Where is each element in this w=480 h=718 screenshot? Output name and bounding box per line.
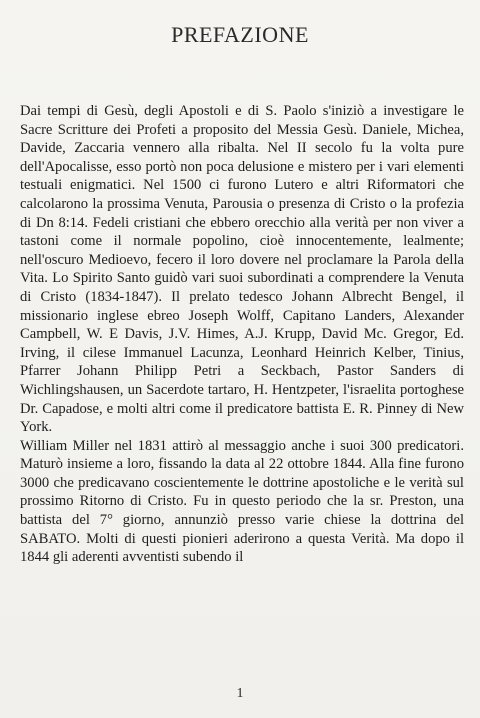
paragraph-2: William Miller nel 1831 attirò al messaggio anche i suoi 300 predicatori. Maturò insieme a loro, fissando la data al 22 ottobre 1844. Alla fine furono 3000 che predicavano coscientemente le dottrine apostoliche e le verità sul prossimo Ritorno di Cristo. Fu in questo periodo che la sr. Preston, una battista del 7° giorno, annunziò presso varie chiese la dottrina del SABATO. Molti di questi pionieri aderirono a questa Verità. Ma dopo il 1844 gli aderenti avventisti subendo il [20, 437, 464, 566]
page-title: PREFAZIONE [171, 22, 309, 47]
page-number: 1 [236, 686, 244, 701]
paragraph-1: Dai tempi di Gesù, degli Apostoli e di S. Paolo s'iniziò a investigare le Sacre Scritture dei Profeti a proposito del Messia Gesù. Daniele, Michea, Davide, Zaccaria vennero alla ribalta. Nel II secolo fu la volta pure dell'Apocalisse, esso portò non poca delusione e mistero per i vari elementi testuali enigmatici. Nel 1500 ci furono Lutero e altri Riformatori che calcolarono la prossima Venuta, Parousia o presenza di Cristo o la profezia di Dn 8:14. Fedeli cristiani che ebbero orecchio alla verità per non viver a tastoni come il normale popolino, cioè innocentemente, lealmente; nell'oscuro Medioevo, fecero il loro dovere nel proclamare la Parola della Vita. Lo Spirito Santo guidò vari suoi subordinati a comprendere la Venuta di Cristo (1834-1847). Il prelato tedesco Johann Albrecht Bengel, il missionario inglese ebreo Joseph Wolff, Capitano Landers, Alexander Campbell, W. E Davis, J.V. Himes, A.J. Krupp, David Mc. Gregor, Ed. Irving, il cilese Immanuel Lacunza, Leonhard Heinrich Kelber, Tinius, Pfarrer Johann Philipp Petri a Seckbach, Pastor Sanders di Wichlingshausen, un Sacerdote tartaro, H. Hentzpeter, l'israelita portoghese Dr. Capadose, e molti altri come il predicatore battista E. R. Pinney di New York. [20, 103, 464, 436]
body-text [20, 102, 464, 567]
